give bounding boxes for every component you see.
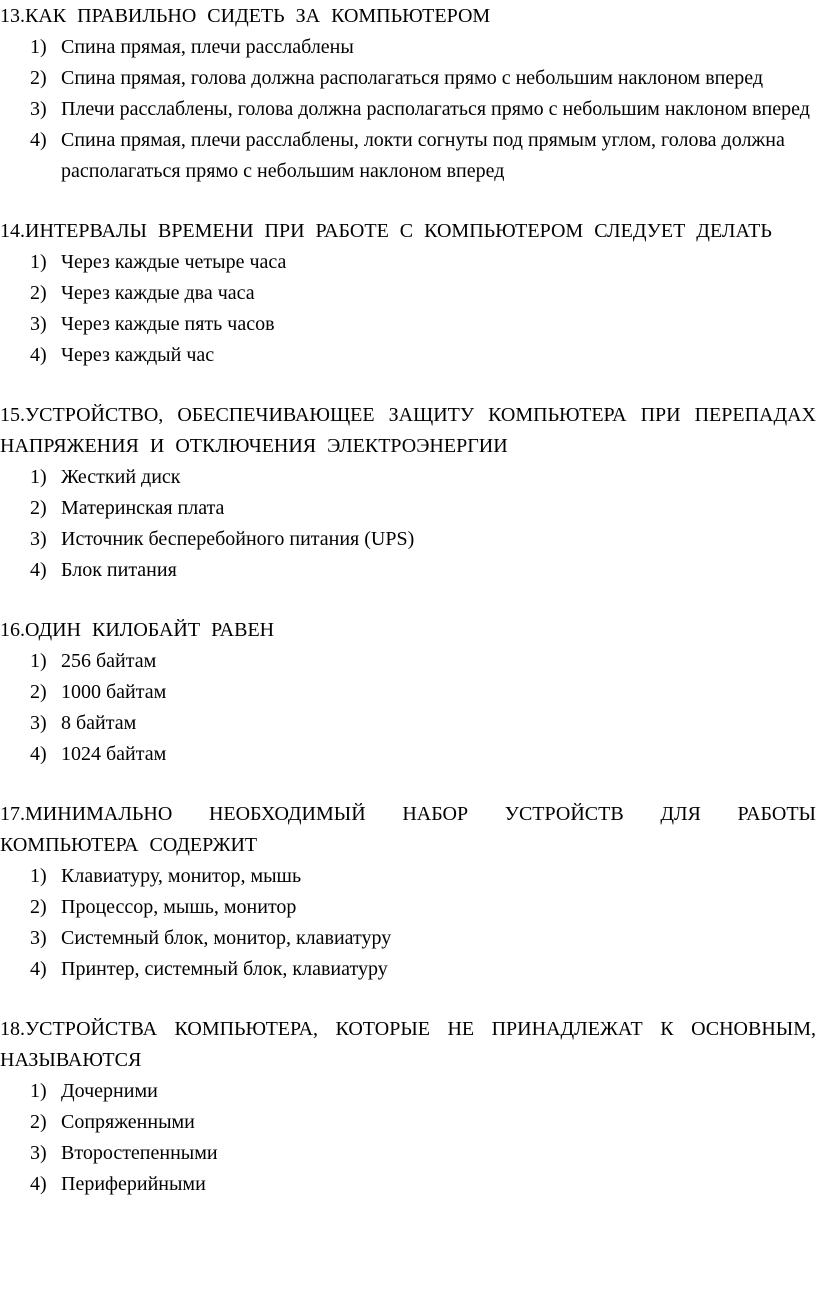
question-14: [0, 216, 816, 371]
answer-options: [0, 646, 816, 770]
answer-option: [0, 646, 816, 677]
option-number: 1): [30, 865, 47, 887]
question-title: 15.УСТРОЙСТВО, ОБЕСПЕЧИВАЮЩЕЕ ЗАЩИТУ КОМПЬЮТЕРА ПРИ ПЕРЕПАДАХ НАПРЯЖЕНИЯ И ОТКЛЮЧЕНИЯ ЭЛЕКТРОЭНЕРГИИ: [0, 404, 816, 457]
option-number: 4): [30, 958, 47, 980]
option-number: 1): [30, 251, 47, 273]
option-number: 1): [30, 1080, 47, 1102]
option-text: 1000 байтам: [61, 681, 167, 703]
question-title: 16.ОДИН КИЛОБАЙТ РАВЕН: [0, 619, 275, 641]
option-number: 4): [30, 344, 47, 366]
answer-option: [0, 32, 816, 63]
option-text: 1024 байтам: [61, 743, 167, 765]
option-text: Спина прямая, голова должна располагаться прямо с небольшим наклоном вперед: [61, 67, 764, 89]
answer-option: [0, 923, 816, 954]
answer-option: [0, 1076, 816, 1107]
answer-option: [0, 278, 816, 309]
question-title: 18.УСТРОЙСТВА КОМПЬЮТЕРА, КОТОРЫЕ НЕ ПРИНАДЛЕЖАТ К ОСНОВНЫМ, НАЗЫВАЮТСЯ: [0, 1018, 816, 1071]
question-title: 13.КАК ПРАВИЛЬНО СИДЕТЬ ЗА КОМПЬЮТЕРОМ: [0, 5, 491, 27]
answer-option: [0, 555, 816, 586]
option-number: 2): [30, 681, 47, 703]
answer-option: [0, 861, 816, 892]
option-text: Дочерними: [61, 1080, 158, 1102]
option-text: Спина прямая, плечи расслаблены, локти согнуты под прямым углом, голова должна располагаться прямо с небольшим наклоном вперед: [61, 129, 785, 182]
question-17: [0, 799, 816, 985]
question-13: [0, 1, 816, 187]
option-text: Периферийными: [61, 1173, 206, 1195]
option-text: 8 байтам: [61, 712, 137, 734]
answer-option: [0, 94, 816, 125]
answer-options: [0, 32, 816, 187]
question-title: 17.МИНИМАЛЬНО НЕОБХОДИМЫЙ НАБОР УСТРОЙСТВ ДЛЯ РАБОТЫ КОМПЬЮТЕРА СОДЕРЖИТ: [0, 803, 816, 856]
answer-options: [0, 247, 816, 371]
question-16: [0, 615, 816, 770]
answer-options: [0, 462, 816, 586]
answer-option: [0, 954, 816, 985]
option-number: 3): [30, 927, 47, 949]
option-number: 1): [30, 650, 47, 672]
option-number: 2): [30, 282, 47, 304]
option-number: 2): [30, 67, 47, 89]
option-text: Через каждые два часа: [61, 282, 255, 304]
option-number: 3): [30, 1142, 47, 1164]
option-number: 1): [30, 36, 47, 58]
option-text: Блок питания: [61, 559, 177, 581]
answer-option: [0, 340, 816, 371]
option-text: Принтер, системный блок, клавиатуру: [61, 958, 388, 980]
option-text: Через каждый час: [61, 344, 215, 366]
answer-option: [0, 309, 816, 340]
answer-option: [0, 462, 816, 493]
option-text: Материнская плата: [61, 497, 225, 519]
option-text: Клавиатуру, монитор, мышь: [61, 865, 302, 887]
option-text: Процессор, мышь, монитор: [61, 896, 297, 918]
option-text: Спина прямая, плечи расслаблены: [61, 36, 354, 58]
option-number: 3): [30, 98, 47, 120]
option-text: Сопряженными: [61, 1111, 195, 1133]
option-number: 4): [30, 743, 47, 765]
option-text: 256 байтам: [61, 650, 157, 672]
option-number: 2): [30, 1111, 47, 1133]
answer-option: [0, 892, 816, 923]
answer-option: [0, 1107, 816, 1138]
option-number: 4): [30, 1173, 47, 1195]
option-number: 3): [30, 528, 47, 550]
option-number: 2): [30, 497, 47, 519]
answer-option: [0, 524, 816, 555]
question-title: 14.ИНТЕРВАЛЫ ВРЕМЕНИ ПРИ РАБОТЕ С КОМПЬЮТЕРОМ СЛЕДУЕТ ДЕЛАТЬ: [0, 220, 772, 242]
option-number: 3): [30, 313, 47, 335]
answer-options: [0, 861, 816, 985]
option-number: 4): [30, 129, 47, 151]
answer-option: [0, 1169, 816, 1200]
option-text: Плечи расслаблены, голова должна располагаться прямо с небольшим наклоном вперед: [61, 98, 810, 120]
answer-option: [0, 677, 816, 708]
answer-option: [0, 493, 816, 524]
option-text: Жесткий диск: [61, 466, 181, 488]
answer-option: [0, 63, 816, 94]
answer-option: [0, 739, 816, 770]
answer-option: [0, 1138, 816, 1169]
option-number: 3): [30, 712, 47, 734]
option-text: Системный блок, монитор, клавиатуру: [61, 927, 392, 949]
option-number: 1): [30, 466, 47, 488]
option-text: Через каждые пять часов: [61, 313, 275, 335]
question-18: [0, 1014, 816, 1200]
option-number: 4): [30, 559, 47, 581]
question-15: [0, 400, 816, 586]
option-text: Источник бесперебойного питания (UPS): [61, 528, 415, 550]
option-number: 2): [30, 896, 47, 918]
answer-option: [0, 247, 816, 278]
answer-options: [0, 1076, 816, 1200]
answer-option: [0, 708, 816, 739]
answer-option: [0, 125, 816, 187]
option-text: Второстепенными: [61, 1142, 218, 1164]
option-text: Через каждые четыре часа: [61, 251, 287, 273]
